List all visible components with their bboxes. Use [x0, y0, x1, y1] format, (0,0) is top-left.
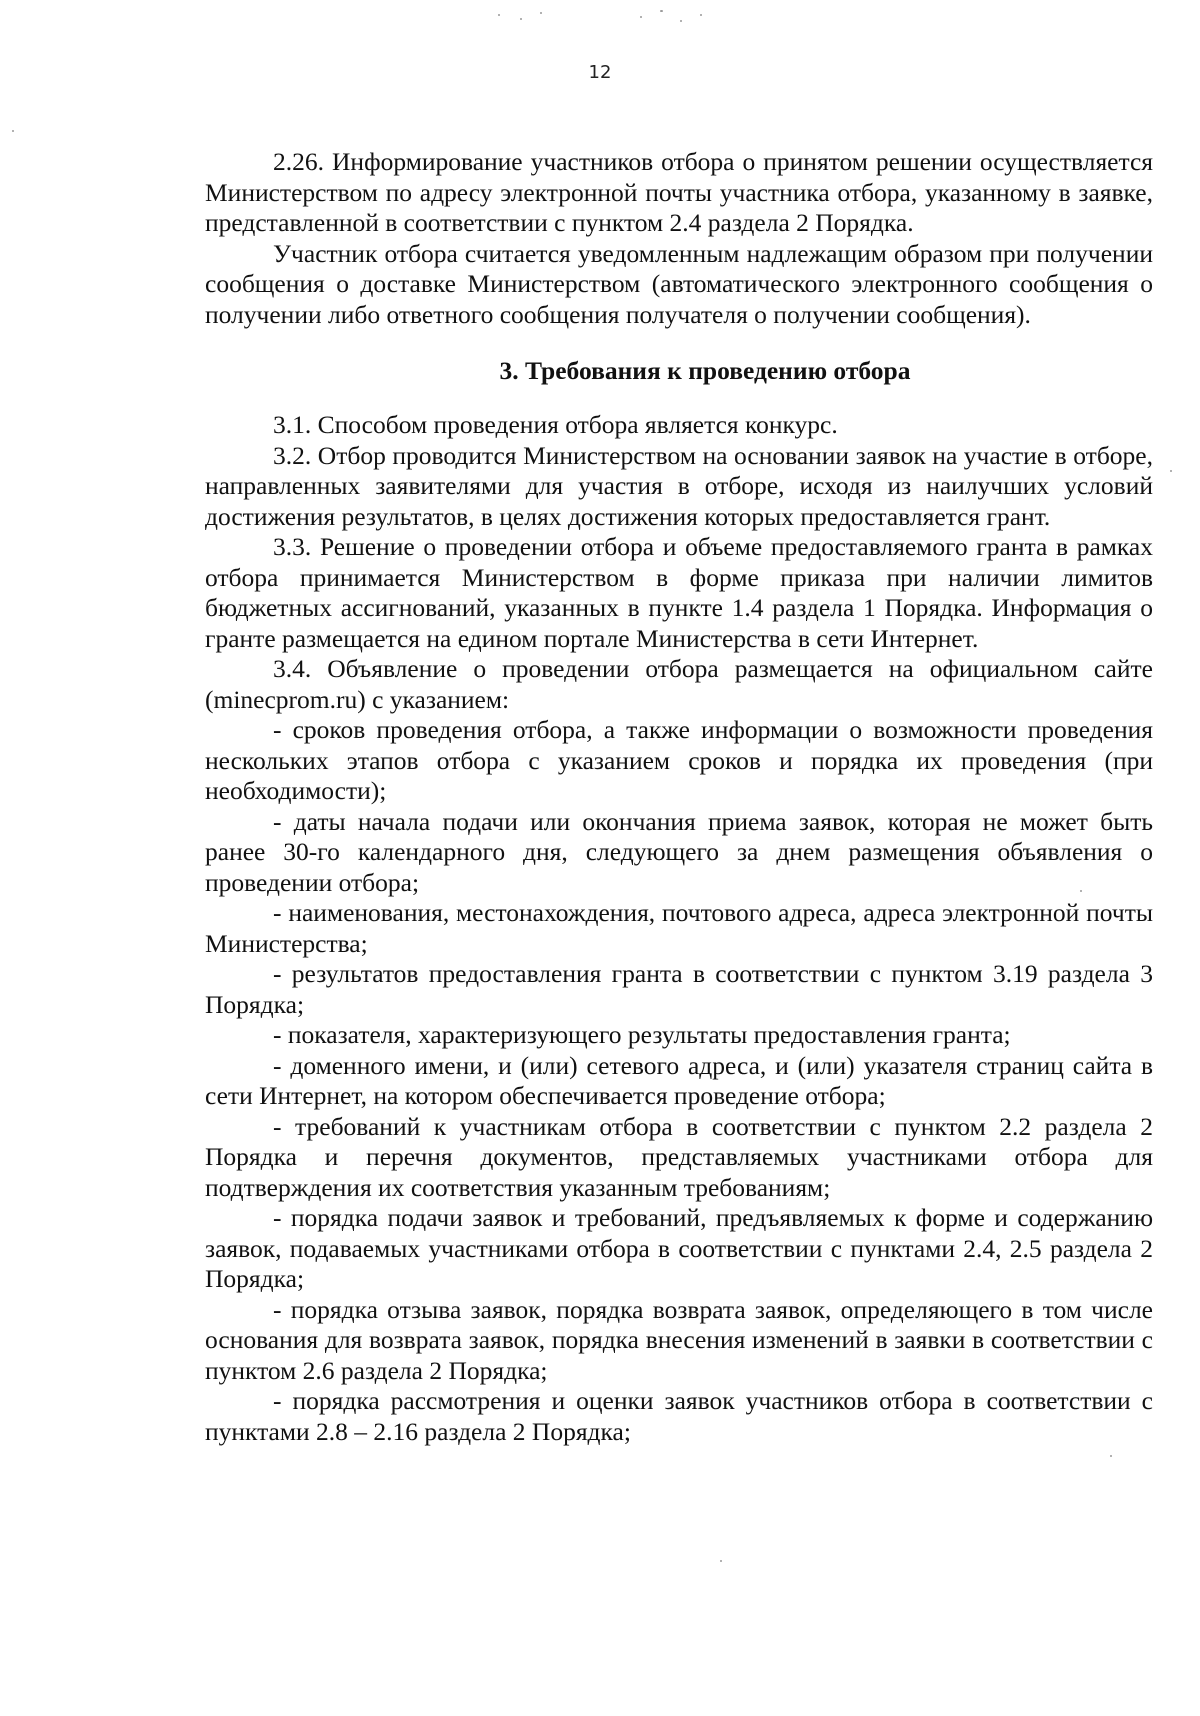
list-item: - наименования, местонахождения, почтового адреса, адреса электронной почты Министерства; [205, 898, 1153, 958]
list-item: - порядка рассмотрения и оценки заявок участников отбора в соответствии с пунктами 2.8 – 2.16 раздела 2 Порядка; [205, 1386, 1153, 1446]
scan-speck [680, 20, 682, 22]
scan-speck [700, 14, 702, 16]
paragraph-2-26: 2.26. Информирование участников отбора о принятом решении осуществляется Министерством по адресу электронной почты участника отбора, указанному в заявке, представленной в соответствии с пунктом 2.4 раздела 2 Порядка. [205, 147, 1153, 237]
list-item: - требований к участникам отбора в соответствии с пунктом 2.2 раздела 2 Порядка и перечня документов, представляемых участниками отбора для подтверждения их соответствия указанным требованиям; [205, 1111, 1153, 1202]
scan-speck [12, 130, 14, 132]
scan-speck [1170, 470, 1172, 472]
paragraph-3-4: 3.4. Объявление о проведении отбора размещается на официальном сайте (minecprom.ru) с указанием: [205, 654, 1153, 714]
list-item: - доменного имени, и (или) сетевого адреса, и (или) указателя страниц сайта в сети Интернет, на котором обеспечивается проведение отбора; [205, 1050, 1153, 1110]
paragraph-notification: Участник отбора считается уведомленным надлежащим образом при получении сообщения о доставке Министерством (автоматического электронного сообщения о получении либо ответного сообщения получателя о получении сообщения). [205, 238, 1153, 329]
scan-speck [498, 14, 500, 16]
list-item: - порядка отзыва заявок, порядка возврата заявок, определяющего в том числе основания для возврата заявок, порядка внесения изменений в заявки в соответствии с пунктом 2.6 раздела 2 Порядка; [205, 1294, 1153, 1385]
page-number: 12 [588, 62, 612, 83]
paragraph-3-2: 3.2. Отбор проводится Министерством на основании заявок на участие в отборе, направленных заявителями для участия в отборе, исходя из наилучших условий достижения результатов, в целях достижения которых предоставляется грант. [205, 440, 1153, 531]
scan-speck [640, 16, 642, 18]
list-item: - результатов предоставления гранта в соответствии с пунктом 3.19 раздела 3 Порядка; [205, 959, 1153, 1019]
list-item: - даты начала подачи или окончания приема заявок, которая не может быть ранее 30-го календарного дня, следующего за днем размещения объявления о проведении отбора; [205, 806, 1153, 897]
list-item: - сроков проведения отбора, а также информации о возможности проведения нескольких этапов отбора с указанием сроков и порядка их проведения (при необходимости); [205, 715, 1153, 805]
list-item: - показателя, характеризующего результаты предоставления гранта; [273, 1020, 1011, 1049]
scan-speck [540, 12, 542, 14]
section-heading: 3. Требования к проведению отбора [499, 356, 911, 385]
scan-speck [720, 1560, 722, 1562]
paragraph-3-1: 3.1. Способом проведения отбора является конкурс. [273, 410, 838, 439]
scan-speck [1110, 1455, 1112, 1457]
scan-speck [660, 10, 663, 12]
list-item: - порядка подачи заявок и требований, предъявляемых к форме и содержанию заявок, подаваемых участниками отбора в соответствии с пунктами 2.4, 2.5 раздела 2 Порядка; [205, 1203, 1153, 1293]
document-body [205, 147, 1153, 1447]
paragraph-3-3: 3.3. Решение о проведении отбора и объеме предоставляемого гранта в рамках отбора принимается Министерством в форме приказа при наличии лимитов бюджетных ассигнований, указанных в пункте 1.4 раздела 1 Порядка. Информация о гранте размещается на едином портале Министерства в сети Интернет. [205, 532, 1153, 653]
scan-speck [520, 18, 522, 20]
